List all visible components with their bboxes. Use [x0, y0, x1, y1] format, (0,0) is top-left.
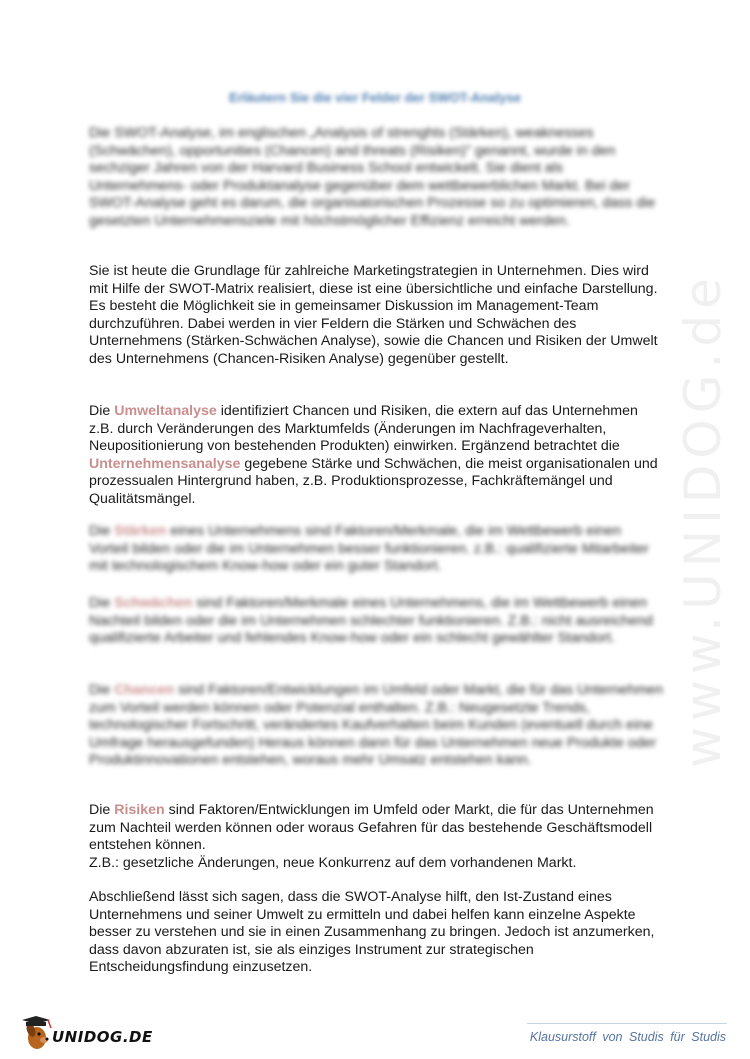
- logo-text: UNIDOG.DE: [52, 1028, 153, 1046]
- paragraph-staerken: Die Stärken eines Unternehmens sind Faktoren/Merkmale, die im Wettbewerb einen Vorteil bilden oder die im Unternehmen besser funktionieren. z.B.: qualifizierte Mitarbeiter mit technologischem Know-how oder ein guter Standort.: [89, 523, 649, 575]
- dog-icon: [22, 1014, 56, 1054]
- footer-divider: [527, 1023, 727, 1024]
- highlight-umweltanalyse: Umweltanalyse: [114, 403, 217, 419]
- intro-paragraph: Die SWOT-Analyse, im englischen „Analysis of strenghts (Stärken), weaknesses (Schwächen), opportunities (Chancen) and threats (Risiken)" genannt, wurde in den sechziger Jahren von der Harvard Business School entwickelt. Sie dient als Unternehmens- oder Produktanalyse gegenüber dem wettbewerblichen Markt. Bei der SWOT-Analyse geht es darum, die organisatorischen Prozesse so zu optimieren, dass die gesetzten Unternehmensziele mit höchstmöglicher Effizienz erreicht werden.: [89, 125, 656, 229]
- paragraph-analysis: Die Umweltanalyse identifiziert Chancen und Risiken, die extern auf das Unternehmen z.B. durch Veränderungen des Marktumfelds (Änderungen im Nachfrageverhalten, Neupositionierung von bestehenden Produkten) einwirken. Ergänzend betrachtet die Unternehmensanalyse gegebene Stärke und Schwächen, die meist organisationalen und prozessualen Hintergrund haben, z.B. Produktionsprozesse, Fachkräftemängel und Qualitätsmängel.: [89, 403, 658, 507]
- paragraph-conclusion: Abschließend lässt sich sagen, dass die SWOT-Analyse hilft, den Ist-Zustand eines Unternehmens und seiner Umwelt zu ermitteln und dabei helfen kann einzelne Aspekte besser zu verstehen und sie in einen Zusammenhang zu bringen. Jedoch ist anzumerken, dass davon abzuraten ist, sie als einziges Instrument zur strategischen Entscheidungsfindung einzusetzen.: [89, 889, 655, 976]
- paragraph-chancen: Die Chancen sind Faktoren/Entwicklungen im Umfeld oder Markt, die für das Unternehmen zum Vorteil werden können oder Potenzial enthalten. Z.B.: Neugesetzte Trends, technologischer Fortschritt, verändertes Kaufverhalten beim Kunden (eventuell durch eine Umfrage herausgefunden) Heraus können dann für das Unternehmen neue Produkte oder Produktinnovationen entstehen, woraus mehr Umsatz entstehen kann.: [89, 682, 664, 769]
- footer-slogan: Klausurstoff von Studis für Studis: [529, 1030, 726, 1044]
- highlight-risiken: Risiken: [114, 802, 165, 818]
- document-title: Erläutern Sie die vier Felder der SWOT-Analyse: [229, 90, 521, 105]
- unidog-logo: [22, 1014, 162, 1054]
- paragraph-schwaechen: Die Schwächen sind Faktoren/Merkmale eines Unternehmens, die im Wettbewerb einen Nachteil bilden oder die im Unternehmen schlechter funktionieren. Z.B.: nicht ausreichend qualifizierte Arbeiter und fehlendes Know-how oder ein schlecht gewählter Standort.: [89, 595, 653, 647]
- risiken-example: Z.B.: gesetzliche Änderungen, neue Konkurrenz auf dem vorhandenen Markt.: [89, 854, 577, 871]
- paragraph-swot-matrix: Sie ist heute die Grundlage für zahlreiche Marketingstrategien in Unternehmen. Dies wird mit Hilfe der SWOT-Matrix realisiert, diese ist eine übersichtliche und einfache Darstellung. Es besteht die Möglichkeit sie in gemeinsamer Diskussion im Management-Team durchzuführen. Dabei werden in vier Feldern die Stärken und Schwächen des Unternehmens (Stärken-Schwächen Analyse), sowie die Chancen und Risiken der Umwelt des Unternehmens (Chancen-Risiken Analyse) gegenüber gestellt.: [89, 263, 658, 367]
- highlight-unternehmensanalyse: Unternehmensanalyse: [89, 455, 241, 472]
- highlight-staerken: Stärken: [114, 523, 167, 539]
- highlight-chancen: Chancen: [114, 682, 175, 698]
- watermark: www.UNIDOG.de: [674, 272, 733, 768]
- paragraph-risiken: Die Risiken sind Faktoren/Entwicklungen im Umfeld oder Markt, die für das Unternehmen zum Nachteil werden können oder woraus Gefahren für das bestehende Geschäftsmodell entstehen können. Z.B.: gesetzliche Änderungen, neue Konkurrenz auf dem vorhandenen Markt.: [89, 802, 654, 871]
- highlight-schwaechen: Schwächen: [114, 595, 193, 611]
